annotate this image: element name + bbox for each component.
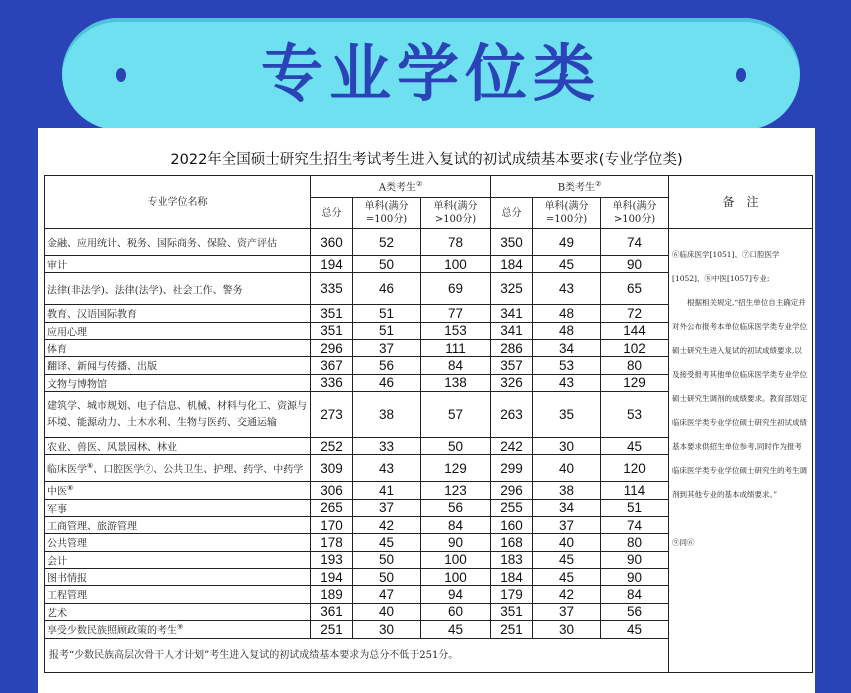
- score-b-1: 40: [533, 534, 601, 551]
- note-3: ⑨同⑥: [672, 538, 695, 547]
- score-b-1: 43: [533, 374, 601, 391]
- score-b-2: 114: [601, 482, 669, 499]
- score-b-2: 65: [601, 273, 669, 305]
- score-b-0: 325: [491, 273, 533, 305]
- score-b-2: 120: [601, 455, 669, 482]
- row-name: 金融、应用统计、税务、国际商务、保险、资产评估: [45, 229, 311, 256]
- score-b-0: 299: [491, 455, 533, 482]
- score-a-1: 45: [353, 534, 421, 551]
- score-b-1: 42: [533, 586, 601, 603]
- row-name: 应用心理: [45, 322, 311, 339]
- score-b-0: 296: [491, 482, 533, 499]
- score-a-2: 57: [421, 391, 491, 437]
- score-a-2: 129: [421, 455, 491, 482]
- score-b-0: 351: [491, 603, 533, 620]
- row-name: 审计: [45, 256, 311, 273]
- score-b-2: 53: [601, 391, 669, 437]
- score-table: [44, 175, 813, 673]
- score-a-0: 194: [311, 568, 353, 585]
- score-a-2: 100: [421, 256, 491, 273]
- score-a-2: 84: [421, 357, 491, 374]
- score-a-0: 367: [311, 357, 353, 374]
- row-name: 农业、兽医、风景园林、林业: [45, 437, 311, 454]
- score-b-1: 45: [533, 568, 601, 585]
- score-b-1: 49: [533, 229, 601, 256]
- score-a-0: 193: [311, 551, 353, 568]
- score-b-0: 160: [491, 516, 533, 533]
- table-row: [45, 229, 813, 256]
- score-a-0: 360: [311, 229, 353, 256]
- score-a-1: 40: [353, 603, 421, 620]
- score-b-1: 48: [533, 322, 601, 339]
- score-b-0: 341: [491, 305, 533, 322]
- score-a-0: 273: [311, 391, 353, 437]
- score-a-1: 50: [353, 256, 421, 273]
- score-b-2: 80: [601, 357, 669, 374]
- score-b-0: 168: [491, 534, 533, 551]
- score-a-2: 50: [421, 437, 491, 454]
- header-group-a: A类考生②: [311, 176, 491, 198]
- row-name: 法律(非法学)、法律(法学)、社会工作、警务: [45, 273, 311, 305]
- score-b-0: 179: [491, 586, 533, 603]
- score-a-2: 69: [421, 273, 491, 305]
- score-a-0: 335: [311, 273, 353, 305]
- score-a-0: 336: [311, 374, 353, 391]
- score-b-0: 184: [491, 568, 533, 585]
- score-a-2: 123: [421, 482, 491, 499]
- row-name: 享受少数民族照顾政策的考生⑨: [45, 620, 311, 638]
- score-b-0: 251: [491, 620, 533, 638]
- score-b-2: 144: [601, 322, 669, 339]
- score-b-1: 40: [533, 455, 601, 482]
- score-a-1: 47: [353, 586, 421, 603]
- document-title: 2022年全国硕士研究生招生考试考生进入复试的初试成绩基本要求(专业学位类): [170, 152, 683, 168]
- header-b-single100: 单科(满分=100分): [533, 198, 601, 229]
- row-name: 工程管理: [45, 586, 311, 603]
- row-name: 军事: [45, 499, 311, 516]
- score-a-0: 265: [311, 499, 353, 516]
- header-a-single-over100: 单科(满分>100分): [421, 198, 491, 229]
- score-a-2: 77: [421, 305, 491, 322]
- score-a-0: 252: [311, 437, 353, 454]
- score-a-2: 111: [421, 339, 491, 356]
- score-a-2: 45: [421, 620, 491, 638]
- score-b-0: 255: [491, 499, 533, 516]
- score-a-1: 51: [353, 305, 421, 322]
- score-a-2: 56: [421, 499, 491, 516]
- score-b-2: 56: [601, 603, 669, 620]
- score-b-1: 45: [533, 551, 601, 568]
- score-b-2: 51: [601, 499, 669, 516]
- score-a-1: 30: [353, 620, 421, 638]
- score-a-2: 100: [421, 551, 491, 568]
- score-b-1: 38: [533, 482, 601, 499]
- score-b-2: 84: [601, 586, 669, 603]
- row-name: 临床医学⑥、口腔医学⑦、公共卫生、护理、药学、中药学: [45, 455, 311, 482]
- score-a-1: 37: [353, 339, 421, 356]
- score-b-0: 350: [491, 229, 533, 256]
- row-name: 中医⑧: [45, 482, 311, 499]
- score-b-1: 43: [533, 273, 601, 305]
- score-a-0: 189: [311, 586, 353, 603]
- header-b-single-over100: 单科(满分>100分): [601, 198, 669, 229]
- score-b-0: 263: [491, 391, 533, 437]
- row-name: 会计: [45, 551, 311, 568]
- score-a-2: 100: [421, 568, 491, 585]
- score-b-1: 34: [533, 339, 601, 356]
- score-b-2: 80: [601, 534, 669, 551]
- score-a-2: 78: [421, 229, 491, 256]
- score-a-0: 351: [311, 305, 353, 322]
- score-b-0: 183: [491, 551, 533, 568]
- score-b-1: 35: [533, 391, 601, 437]
- score-b-1: 53: [533, 357, 601, 374]
- row-name: 图书情报: [45, 568, 311, 585]
- row-name: 建筑学、城市规划、电子信息、机械、材料与化工、资源与环境、能源动力、土木水利、生物与医药、交通运输: [45, 391, 311, 437]
- score-a-0: 194: [311, 256, 353, 273]
- header-a-single100: 单科(满分=100分): [353, 198, 421, 229]
- score-a-1: 46: [353, 374, 421, 391]
- score-b-2: 102: [601, 339, 669, 356]
- score-b-1: 48: [533, 305, 601, 322]
- score-b-0: 357: [491, 357, 533, 374]
- score-a-1: 46: [353, 273, 421, 305]
- header-name: 专业学位名称: [45, 176, 311, 229]
- score-b-2: 90: [601, 256, 669, 273]
- score-a-0: 296: [311, 339, 353, 356]
- row-name: 文物与博物馆: [45, 374, 311, 391]
- score-a-1: 56: [353, 357, 421, 374]
- score-a-0: 361: [311, 603, 353, 620]
- score-b-1: 37: [533, 516, 601, 533]
- banner-title: 专业学位类: [260, 37, 601, 110]
- score-a-1: 38: [353, 391, 421, 437]
- banner-dot-right: [736, 68, 746, 82]
- score-b-1: 34: [533, 499, 601, 516]
- score-a-1: 50: [353, 551, 421, 568]
- note-1: ⑥临床医学[1051]、⑦口腔医学[1052]、⑧中医[1057]专业:: [672, 250, 780, 283]
- score-a-2: 90: [421, 534, 491, 551]
- row-name: 翻译、新闻与传播、出版: [45, 357, 311, 374]
- score-a-0: 251: [311, 620, 353, 638]
- row-name: 教育、汉语国际教育: [45, 305, 311, 322]
- score-a-0: 309: [311, 455, 353, 482]
- score-b-1: 37: [533, 603, 601, 620]
- score-b-1: 30: [533, 620, 601, 638]
- score-a-1: 37: [353, 499, 421, 516]
- score-b-2: 129: [601, 374, 669, 391]
- score-a-0: 351: [311, 322, 353, 339]
- note-2: 根据相关规定,“招生单位自主确定并对外公布报考本单位临床医学类专业学位硕士研究生进入复试的初试成绩要求,以及接受报考其他单位临床医学类专业学位硕士研究生调剂的成绩要求。教育部划定临床医学类专业学位硕士研究生初试成绩基本要求供招生单位参考,同时作为报考临床医学类专业学位硕士研究生的考生调剂到其他专业的基本成绩要求。”: [672, 298, 808, 499]
- banner-dot-left: [116, 68, 126, 82]
- score-b-0: 341: [491, 322, 533, 339]
- header-group-b: B类考生②: [491, 176, 669, 198]
- score-a-2: 138: [421, 374, 491, 391]
- score-a-2: 84: [421, 516, 491, 533]
- score-b-0: 242: [491, 437, 533, 454]
- header-notes: 备 注: [669, 176, 813, 229]
- score-a-0: 178: [311, 534, 353, 551]
- score-a-1: 33: [353, 437, 421, 454]
- score-b-0: 326: [491, 374, 533, 391]
- row-name: 公共管理: [45, 534, 311, 551]
- score-a-0: 306: [311, 482, 353, 499]
- score-b-2: 74: [601, 516, 669, 533]
- row-name: 艺术: [45, 603, 311, 620]
- document-sheet: [38, 128, 815, 693]
- header-banner: [62, 18, 800, 130]
- score-a-1: 50: [353, 568, 421, 585]
- footer-note: 报考“少数民族高层次骨干人才计划”考生进入复试的初试成绩基本要求为总分不低于251分。: [45, 638, 669, 672]
- score-b-2: 72: [601, 305, 669, 322]
- score-b-2: 45: [601, 620, 669, 638]
- score-a-1: 43: [353, 455, 421, 482]
- score-b-2: 90: [601, 568, 669, 585]
- score-a-1: 52: [353, 229, 421, 256]
- score-b-0: 184: [491, 256, 533, 273]
- score-a-2: 60: [421, 603, 491, 620]
- score-b-2: 45: [601, 437, 669, 454]
- header-b-total: 总分: [491, 198, 533, 229]
- row-name: 工商管理、旅游管理: [45, 516, 311, 533]
- score-a-2: 153: [421, 322, 491, 339]
- score-a-0: 170: [311, 516, 353, 533]
- score-a-2: 94: [421, 586, 491, 603]
- score-b-2: 90: [601, 551, 669, 568]
- score-a-1: 51: [353, 322, 421, 339]
- score-b-0: 286: [491, 339, 533, 356]
- score-b-1: 30: [533, 437, 601, 454]
- header-a-total: 总分: [311, 198, 353, 229]
- row-name: 体育: [45, 339, 311, 356]
- score-b-1: 45: [533, 256, 601, 273]
- notes-cell: [669, 229, 813, 673]
- score-b-2: 74: [601, 229, 669, 256]
- score-a-1: 42: [353, 516, 421, 533]
- score-a-1: 41: [353, 482, 421, 499]
